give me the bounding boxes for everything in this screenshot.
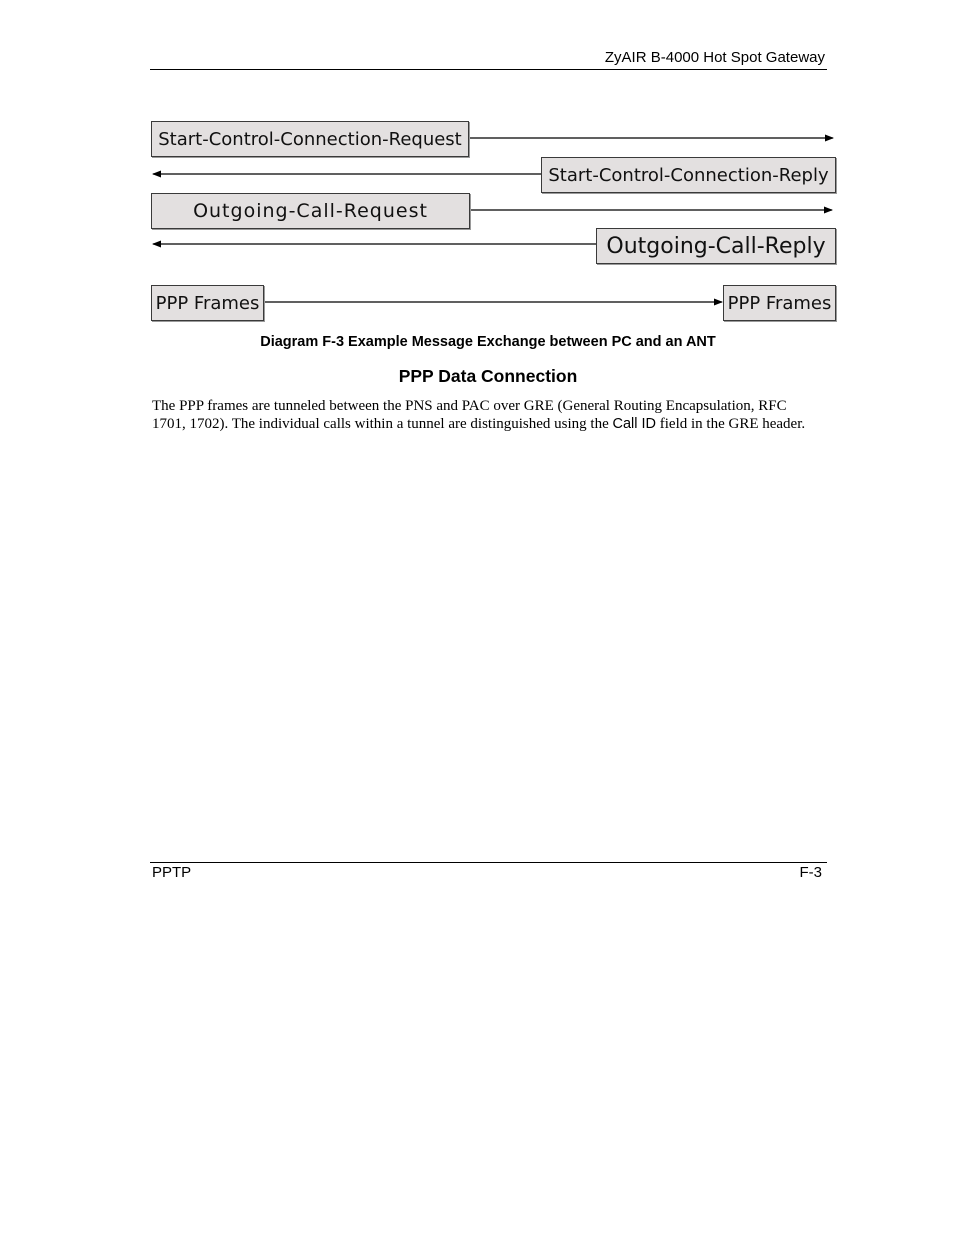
paragraph-text-part2: field in the GRE header. xyxy=(656,416,806,432)
outgoing-call-reply-box: Outgoing-Call-Reply xyxy=(596,228,836,264)
diagram-caption: Diagram F-3 Example Message Exchange between PC and an ANT xyxy=(260,334,716,350)
ppp-frames-right-box: PPP Frames xyxy=(723,285,836,321)
page-header-title: ZyAIR B-4000 Hot Spot Gateway xyxy=(604,49,825,66)
body-paragraph xyxy=(152,397,824,433)
start-control-reply-box: Start-Control-Connection-Reply xyxy=(541,157,836,193)
paragraph-text-part1: The PPP frames are tunneled between the PNS and PAC over GRE (General Routing Encapsulation, RFC 1701, 1702). The individual calls within a tunnel are distinguished using the xyxy=(152,398,787,432)
call-id-field-name: Call ID xyxy=(612,416,657,432)
footer-chapter: PPTP xyxy=(152,864,192,881)
outgoing-call-request-box: Outgoing-Call-Request xyxy=(151,193,470,229)
footer-rule xyxy=(150,862,827,863)
ppp-frames-left-box: PPP Frames xyxy=(151,285,264,321)
section-title: PPP Data Connection xyxy=(398,366,578,386)
start-control-request-box: Start-Control-Connection-Request xyxy=(151,121,469,157)
footer-page-number: F-3 xyxy=(799,864,822,881)
